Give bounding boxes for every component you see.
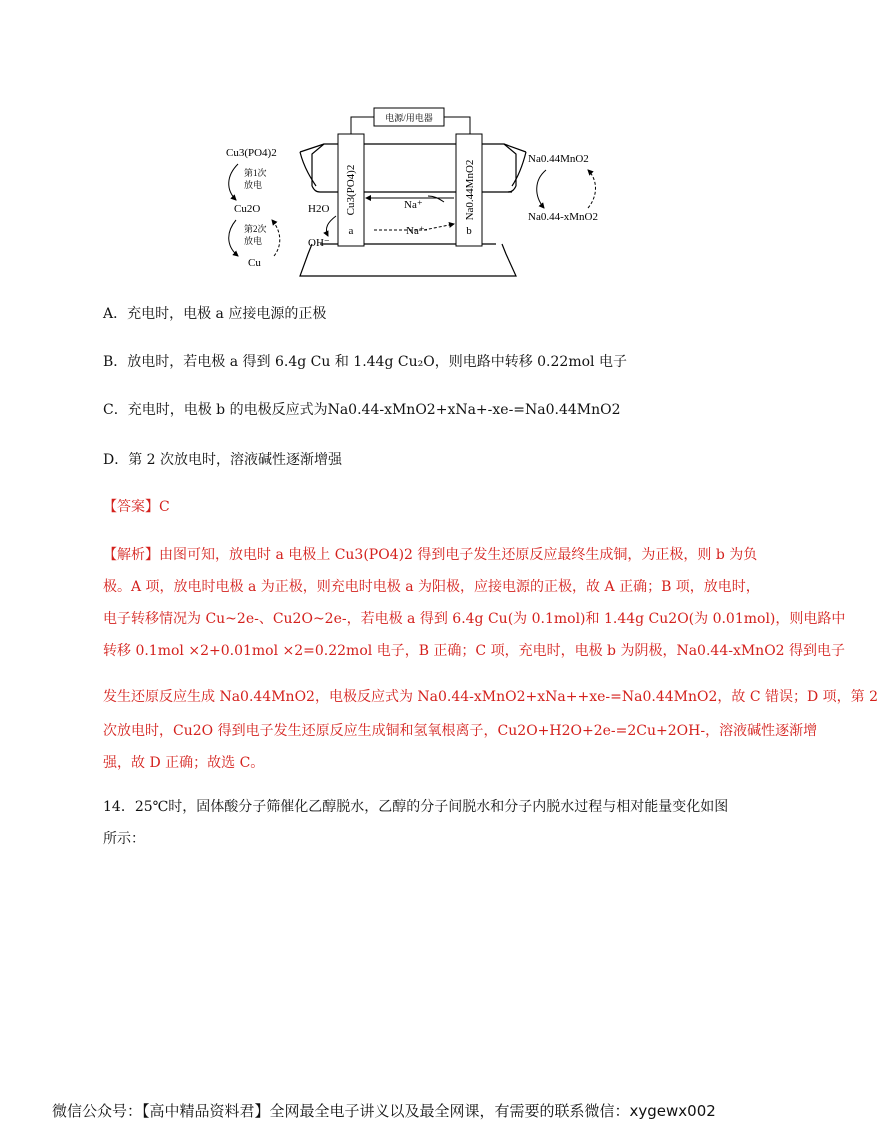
right-bottom-label: Na0.44-xMnO2 — [528, 211, 598, 223]
left-top-label: Cu3(PO4)2 — [226, 147, 277, 159]
right-top-label: Na0.44MnO2 — [528, 153, 589, 165]
oh-label: OH⁻ — [308, 237, 330, 249]
analysis-line-5: 发生还原反应生成 Na0.44MnO2，电极反应式为 Na0.44-xMnO2+xNa++xe-=Na0.44MnO2，故 C 错误；D 项，第 2 — [103, 689, 878, 705]
option-c-formula: Na0.44-xMnO2+xNa+-xe-=Na0.44MnO2 — [327, 402, 621, 418]
question-14-line-1: 14．25℃时，固体酸分子筛催化乙醇脱水，乙醇的分子间脱水和分子内脱水过程与相对能量变化如图 — [103, 799, 729, 815]
footer: 微信公众号：【高中精品资料君】全网最全电子讲义以及最全网课，有需要的联系微信：xygewx002 — [52, 1102, 716, 1120]
electrode-b-text: Na0.44MnO2 — [464, 159, 476, 221]
second-discharge-1: 第2次 — [244, 224, 267, 234]
battery-diagram — [216, 104, 606, 290]
first-discharge-1: 第1次 — [244, 168, 267, 178]
electrode-a-label: a — [348, 225, 354, 237]
analysis-line-2: 极。A 项，放电时电极 a 为正极，则充电时电极 a 为阳极，应接电源的正极，故 A 正确；B 项，放电时， — [103, 579, 760, 595]
answer: 【答案】C — [103, 499, 170, 515]
cu2o-label: Cu2O — [234, 203, 261, 215]
option-a: A．充电时，电极 a 应接电源的正极 — [103, 306, 327, 322]
na-ion-upper: Na⁺ — [404, 199, 423, 211]
option-c — [103, 400, 621, 420]
option-d: D．第 2 次放电时，溶液碱性逐渐增强 — [103, 452, 343, 468]
first-discharge-2: 放电 — [244, 180, 263, 190]
question-14-line-2: 所示： — [103, 831, 145, 847]
analysis-line-7: 强，故 D 正确；故选 C。 — [103, 755, 265, 771]
na-ion-lower: Na⁺ — [406, 225, 425, 237]
analysis-line-1: 【解析】由图可知，放电时 a 电极上 Cu3(PO4)2 得到电子发生还原反应最终生成铜，为正极，则 b 为负 — [103, 547, 758, 563]
power-label: 电源/用电器 — [385, 113, 433, 123]
second-discharge-2: 放电 — [244, 236, 263, 246]
analysis-line-3: 电子转移情况为 Cu~2e-、Cu2O~2e-，若电极 a 得到 6.4g Cu(为 0.1mol)和 1.44g Cu2O(为 0.01mol)，则电路中 — [103, 611, 846, 627]
analysis-line-6: 次放电时，Cu2O 得到电子发生还原反应生成铜和氢氧根离子，Cu2O+H2O+2e-=2Cu+2OH-，溶液碱性逐渐增 — [103, 723, 818, 739]
electrode-a-text: Cu3(PO4)2 — [345, 164, 357, 216]
option-c-prefix: C．充电时，电极 b 的电极反应式为 — [103, 402, 328, 418]
option-b: B．放电时，若电极 a 得到 6.4g Cu 和 1.44g Cu₂O，则电路中转移 0.22mol 电子 — [103, 354, 627, 370]
cu-label: Cu — [248, 257, 261, 269]
lower-tray — [300, 244, 516, 276]
analysis-line-4: 转移 0.1mol ×2+0.01mol ×2=0.22mol 电子，B 正确；C 项，充电时，电极 b 为阴极，Na0.44-xMnO2 得到电子 — [103, 643, 846, 659]
h2o-label: H2O — [308, 203, 330, 215]
electrode-b-label: b — [466, 225, 472, 237]
